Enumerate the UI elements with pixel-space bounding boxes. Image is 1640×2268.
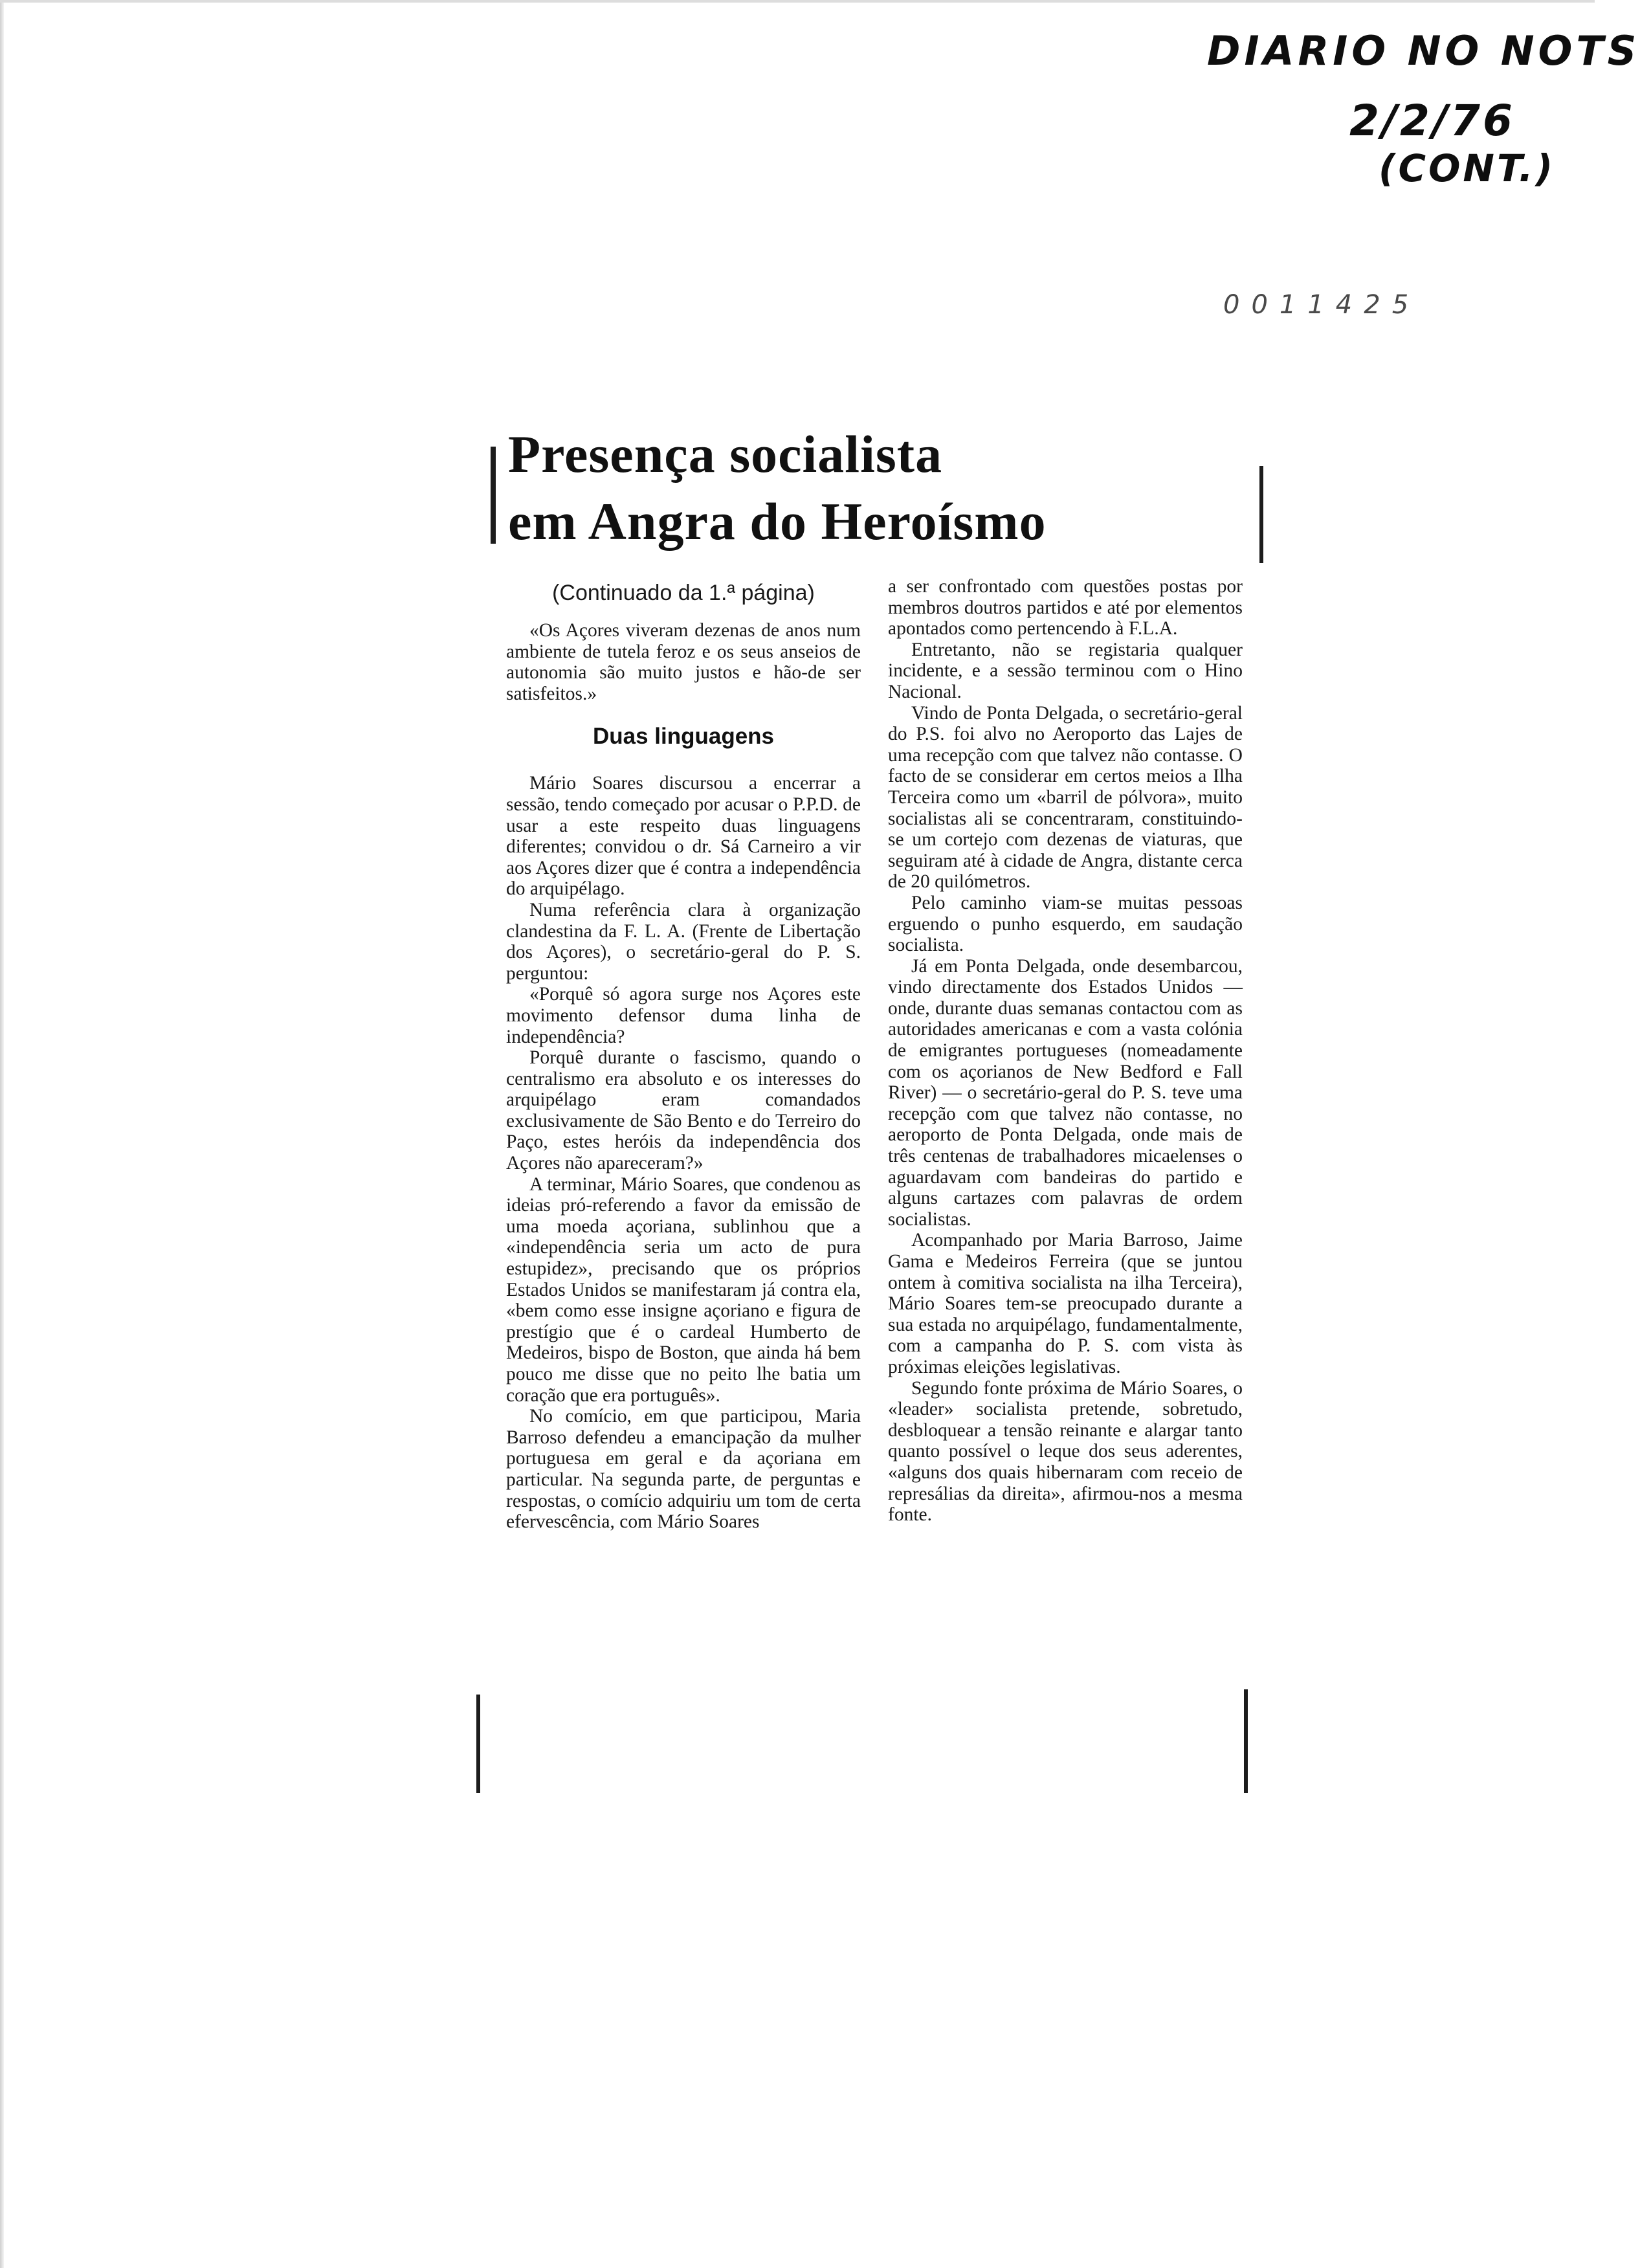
paragraph: Entretanto, não se registaria qualquer incidente, e a sessão terminou com o Hino Nacional. bbox=[888, 639, 1243, 702]
paragraph: No comício, em que participou, Maria Barroso defendeu a emancipação da mulher portuguesa em geral e da açoriana em particular. Na segunda parte, de perguntas e respostas, o comício adquiriu um tom de certa efervescência, com Mário Soares bbox=[506, 1406, 861, 1533]
handwritten-source-note: DIARIO NO NOTS bbox=[1207, 27, 1640, 74]
article-column-2 bbox=[888, 576, 1243, 1526]
paragraph: Vindo de Ponta Delgada, o secretário-geral do P.S. foi alvo no Aeroporto das Lajes de uma recepção com que talvez não contasse. O facto de se considerar em certos meios a Ilha Terceira como um «barril de pólvora», muito socialistas ali se concentraram, constituindo-se um cortejo com dezenas de viaturas, que seguiram até à cidade de Angra, distante cerca de 20 quilómetros. bbox=[888, 702, 1243, 893]
continuation-note: (Continuado da 1.ª página) bbox=[552, 581, 815, 605]
clipping-mark-right-bottom bbox=[1244, 1689, 1248, 1793]
scan-edge-shadow bbox=[0, 0, 4, 2268]
subheading: Duas linguagens bbox=[592, 724, 775, 750]
handwritten-date-note: 2/2/76 bbox=[1349, 96, 1515, 146]
paragraph: Acompanhado por Maria Barroso, Jaime Gama e Medeiros Ferreira (que se juntou ontem à comitiva socialista na ilha Terceira), Mário Soares tem-se preocupado durante a sua estada no arquipélago, fundamentalmente, com a campanha do P. S. com vista às próximas eleições legislativas. bbox=[888, 1230, 1243, 1377]
clipping-mark-left-bottom bbox=[476, 1695, 480, 1793]
paragraph: Porquê durante o fascismo, quando o centralismo era absoluto e os interesses do arquipélago eram comandados exclusivamente de São Bento e do Terreiro do Paço, estes heróis da independência dos Açores não apareceram?» bbox=[506, 1047, 861, 1174]
paragraph: Já em Ponta Delgada, onde desembarcou, vindo directamente dos Estados Unidos — onde, durante duas semanas contactou com as autoridades americanas e com a vasta colónia de emigrantes portugueses (nomeadamente com os açorianos de New Bedford e Fall River) — o secretário-geral do P. S. teve uma recepção com que talvez não contasse, no aeroporto de Ponta Delgada, onde mais de três centenas de trabalhadores micaelenses o aguardavam com bandeiras do partido e alguns cartazes com palavras de ordem socialistas. bbox=[888, 955, 1243, 1230]
clipping-mark-left-title bbox=[491, 447, 496, 544]
reference-number: 0011425 bbox=[1223, 290, 1421, 320]
paragraph: Numa referência clara à organização clandestina da F. L. A. (Frente de Libertação dos Açores), o secretário-geral do P. S. perguntou: bbox=[506, 899, 861, 984]
paragraph: Mário Soares discursou a encerrar a sessão, tendo começado por acusar o P.P.D. de usar a este respeito duas linguagens diferentes; convidou o dr. Sá Carneiro a vir aos Açores dizer que é contra a independência do arquipélago. bbox=[506, 773, 861, 900]
paragraph: Pelo caminho viam-se muitas pessoas erguendo o punho esquerdo, em saudação socialista. bbox=[888, 892, 1243, 956]
scan-top-edge bbox=[0, 0, 1595, 3]
paragraph: Segundo fonte próxima de Mário Soares, o «leader» socialista pretende, sobretudo, desbloquear a tensão reinante e alargar tanto quanto possível o leque dos seus aderentes, «alguns dos quais hibernaram com receio de represálias da direita», afirmou-nos a mesma fonte. bbox=[888, 1377, 1243, 1526]
paragraph: «Os Açores viveram dezenas de anos num ambiente de tutela feroz e os seus anseios de autonomia são muito justos e hão-de ser satisfeitos.» bbox=[506, 620, 861, 704]
paragraph: a ser confrontado com questões postas por membros doutros partidos e até por elementos apontados como pertencendo à F.L.A. bbox=[888, 576, 1243, 639]
article-column-1 bbox=[506, 576, 861, 1533]
article-headline bbox=[508, 421, 1047, 555]
clipping-mark-right-title bbox=[1259, 466, 1263, 563]
headline-line-1: Presença socialista bbox=[508, 425, 943, 484]
paragraph: A terminar, Mário Soares, que condenou as ideias pró-referendo a favor da emissão de uma moeda açoriana, sublinhou que a «independência seria um acto de pura estupidez», precisando que os próprios Estados Unidos se manifestaram já contra ela, «bem como esse insigne açoriano e figura de prestígio que é o cardeal Humberto de Medeiros, bispo de Boston, que ainda há bem pouco me disse que no peito lhe batia um coração que era português». bbox=[506, 1173, 861, 1406]
paragraph: «Porquê só agora surge nos Açores este movimento defensor duma linha de independência? bbox=[506, 984, 861, 1047]
headline-line-2: em Angra do Heroísmo bbox=[508, 492, 1047, 551]
handwritten-cont-note: (CONT.) bbox=[1379, 146, 1556, 190]
